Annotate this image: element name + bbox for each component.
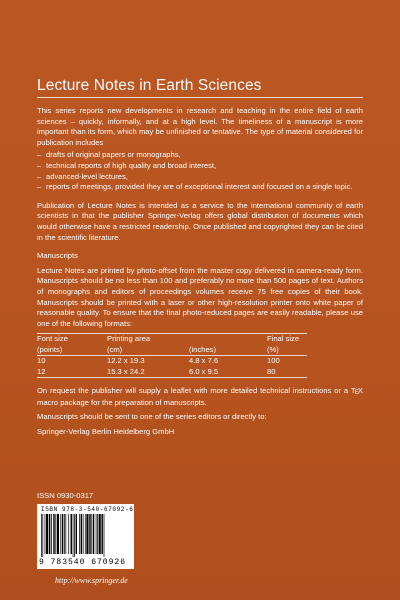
barcode-bar <box>76 514 77 554</box>
barcode-bar <box>83 514 84 554</box>
barcode-bar <box>97 514 98 554</box>
barcode-icon <box>41 514 130 557</box>
header-points: (points) <box>37 344 63 354</box>
barcode-bar <box>60 514 61 554</box>
leaflet-text-start: On request the publisher will supply a leaflet with more detailed technical instructions or a T <box>37 385 356 395</box>
send-paragraph: Manuscripts should be sent to one of the series editors or directly to: <box>37 412 267 422</box>
title-divider <box>37 97 363 98</box>
barcode-bar <box>91 514 92 554</box>
barcode-bar <box>62 514 63 554</box>
row-final: 100 <box>267 356 307 367</box>
table-row <box>37 367 307 378</box>
description-body <box>37 100 363 437</box>
barcode-bar <box>71 514 72 554</box>
barcode-digits: 9 783540 670926 <box>39 558 127 567</box>
intro-paragraph: This series reports new developments in research and teaching in the entire field of earth sciences – quickly, informally, and at a high level. The timeliness of a manuscript is more important than its form, which may be unfinished or tentative. The type of material considered for publication includes <box>37 106 363 147</box>
issn-number: ISSN 0930-0317 <box>37 491 94 500</box>
row-font: 10 <box>37 356 107 367</box>
barcode-bar <box>79 514 80 554</box>
barcode-bar <box>53 514 54 554</box>
list-item: – advanced-level lectures, <box>37 172 363 183</box>
row-cm: 15.3 x 24.2 <box>107 367 189 378</box>
barcode-bar <box>51 514 52 554</box>
barcode-bar <box>96 514 97 554</box>
barcode-bar <box>85 514 86 554</box>
material-list <box>37 150 363 192</box>
manuscripts-heading: Manuscripts <box>37 251 78 261</box>
barcode-bar <box>74 514 75 557</box>
row-inches: 4.8 x 7.6 <box>189 356 267 367</box>
barcode-bar <box>65 514 66 554</box>
manuscripts-paragraph: Lecture Notes are printed by photo-offset from the master copy delivered in camera-ready form. Manuscripts should be no less than 100 and preferably no more than 500 pages of text. Authors of monographs and editors of proceedings volumes receive 75 free copies of their book. Manuscripts should be printed with a laser or other high-resolution printer onto white paper of reasonable quality. To ensure that the final photo-reduced pages are easily readable, please use one of the following formats: <box>37 265 363 328</box>
header-inches: (inches) <box>189 344 217 354</box>
header-font-size: Font size <box>37 334 107 345</box>
barcode-bar <box>104 514 105 557</box>
header-printing-area: Printing area <box>107 334 267 345</box>
header-percent: (%) <box>267 344 279 354</box>
tex-e-letter: E <box>354 389 359 397</box>
barcode-bar <box>45 514 46 554</box>
barcode-bar <box>99 514 101 554</box>
row-cm: 12.2 x 19.3 <box>107 356 189 367</box>
publication-paragraph: Publication of Lecture Notes is intended as a service to the international community of earth scientists in that the publisher Springer-Verlag offers global distribution of documents which would otherwise have a restricted readership. Once published and copyrighted they can be cited in the scientific literature. <box>37 200 363 242</box>
leaflet-paragraph <box>37 386 363 408</box>
barcode-bar <box>68 514 69 554</box>
series-title: Lecture Notes in Earth Sciences <box>37 77 262 94</box>
barcode-bar <box>101 514 102 554</box>
barcode-label <box>37 504 134 569</box>
table-row <box>37 356 307 367</box>
barcode-bar <box>42 514 43 557</box>
publisher-url: http://www.springer.de <box>55 576 128 585</box>
barcode-bar <box>41 514 42 557</box>
barcode-bar <box>64 514 65 554</box>
publisher-name: Springer-Verlag Berlin Heidelberg GmbH <box>37 426 175 436</box>
leaflet-text-end: X macro package for the preparation of manuscripts. <box>37 385 363 407</box>
barcode-bar <box>73 514 74 557</box>
list-item: – drafts of original papers or monographs, <box>37 150 363 161</box>
barcode-bar <box>81 514 82 554</box>
header-final-size: Final size <box>267 334 307 345</box>
row-font: 12 <box>37 367 107 378</box>
barcode-bar <box>93 514 94 554</box>
barcode-bar <box>46 514 48 554</box>
row-inches: 6.0 x 9.5 <box>189 367 267 378</box>
barcode-bar <box>49 514 50 554</box>
format-table <box>37 333 307 378</box>
barcode-bar <box>86 514 88 554</box>
row-final: 80 <box>267 367 307 378</box>
isbn-number: ISBN 978-3-540-67092-6 <box>41 506 134 513</box>
header-cm: (cm) <box>107 344 123 354</box>
list-item: – technical reports of high quality and broad interest, <box>37 161 363 172</box>
barcode-bar <box>55 514 56 554</box>
list-item: – reports of meetings, provided they are of exceptional interest and focused on a single topic. <box>37 182 363 193</box>
barcode-bar <box>89 514 90 554</box>
barcode-bar <box>57 514 59 554</box>
